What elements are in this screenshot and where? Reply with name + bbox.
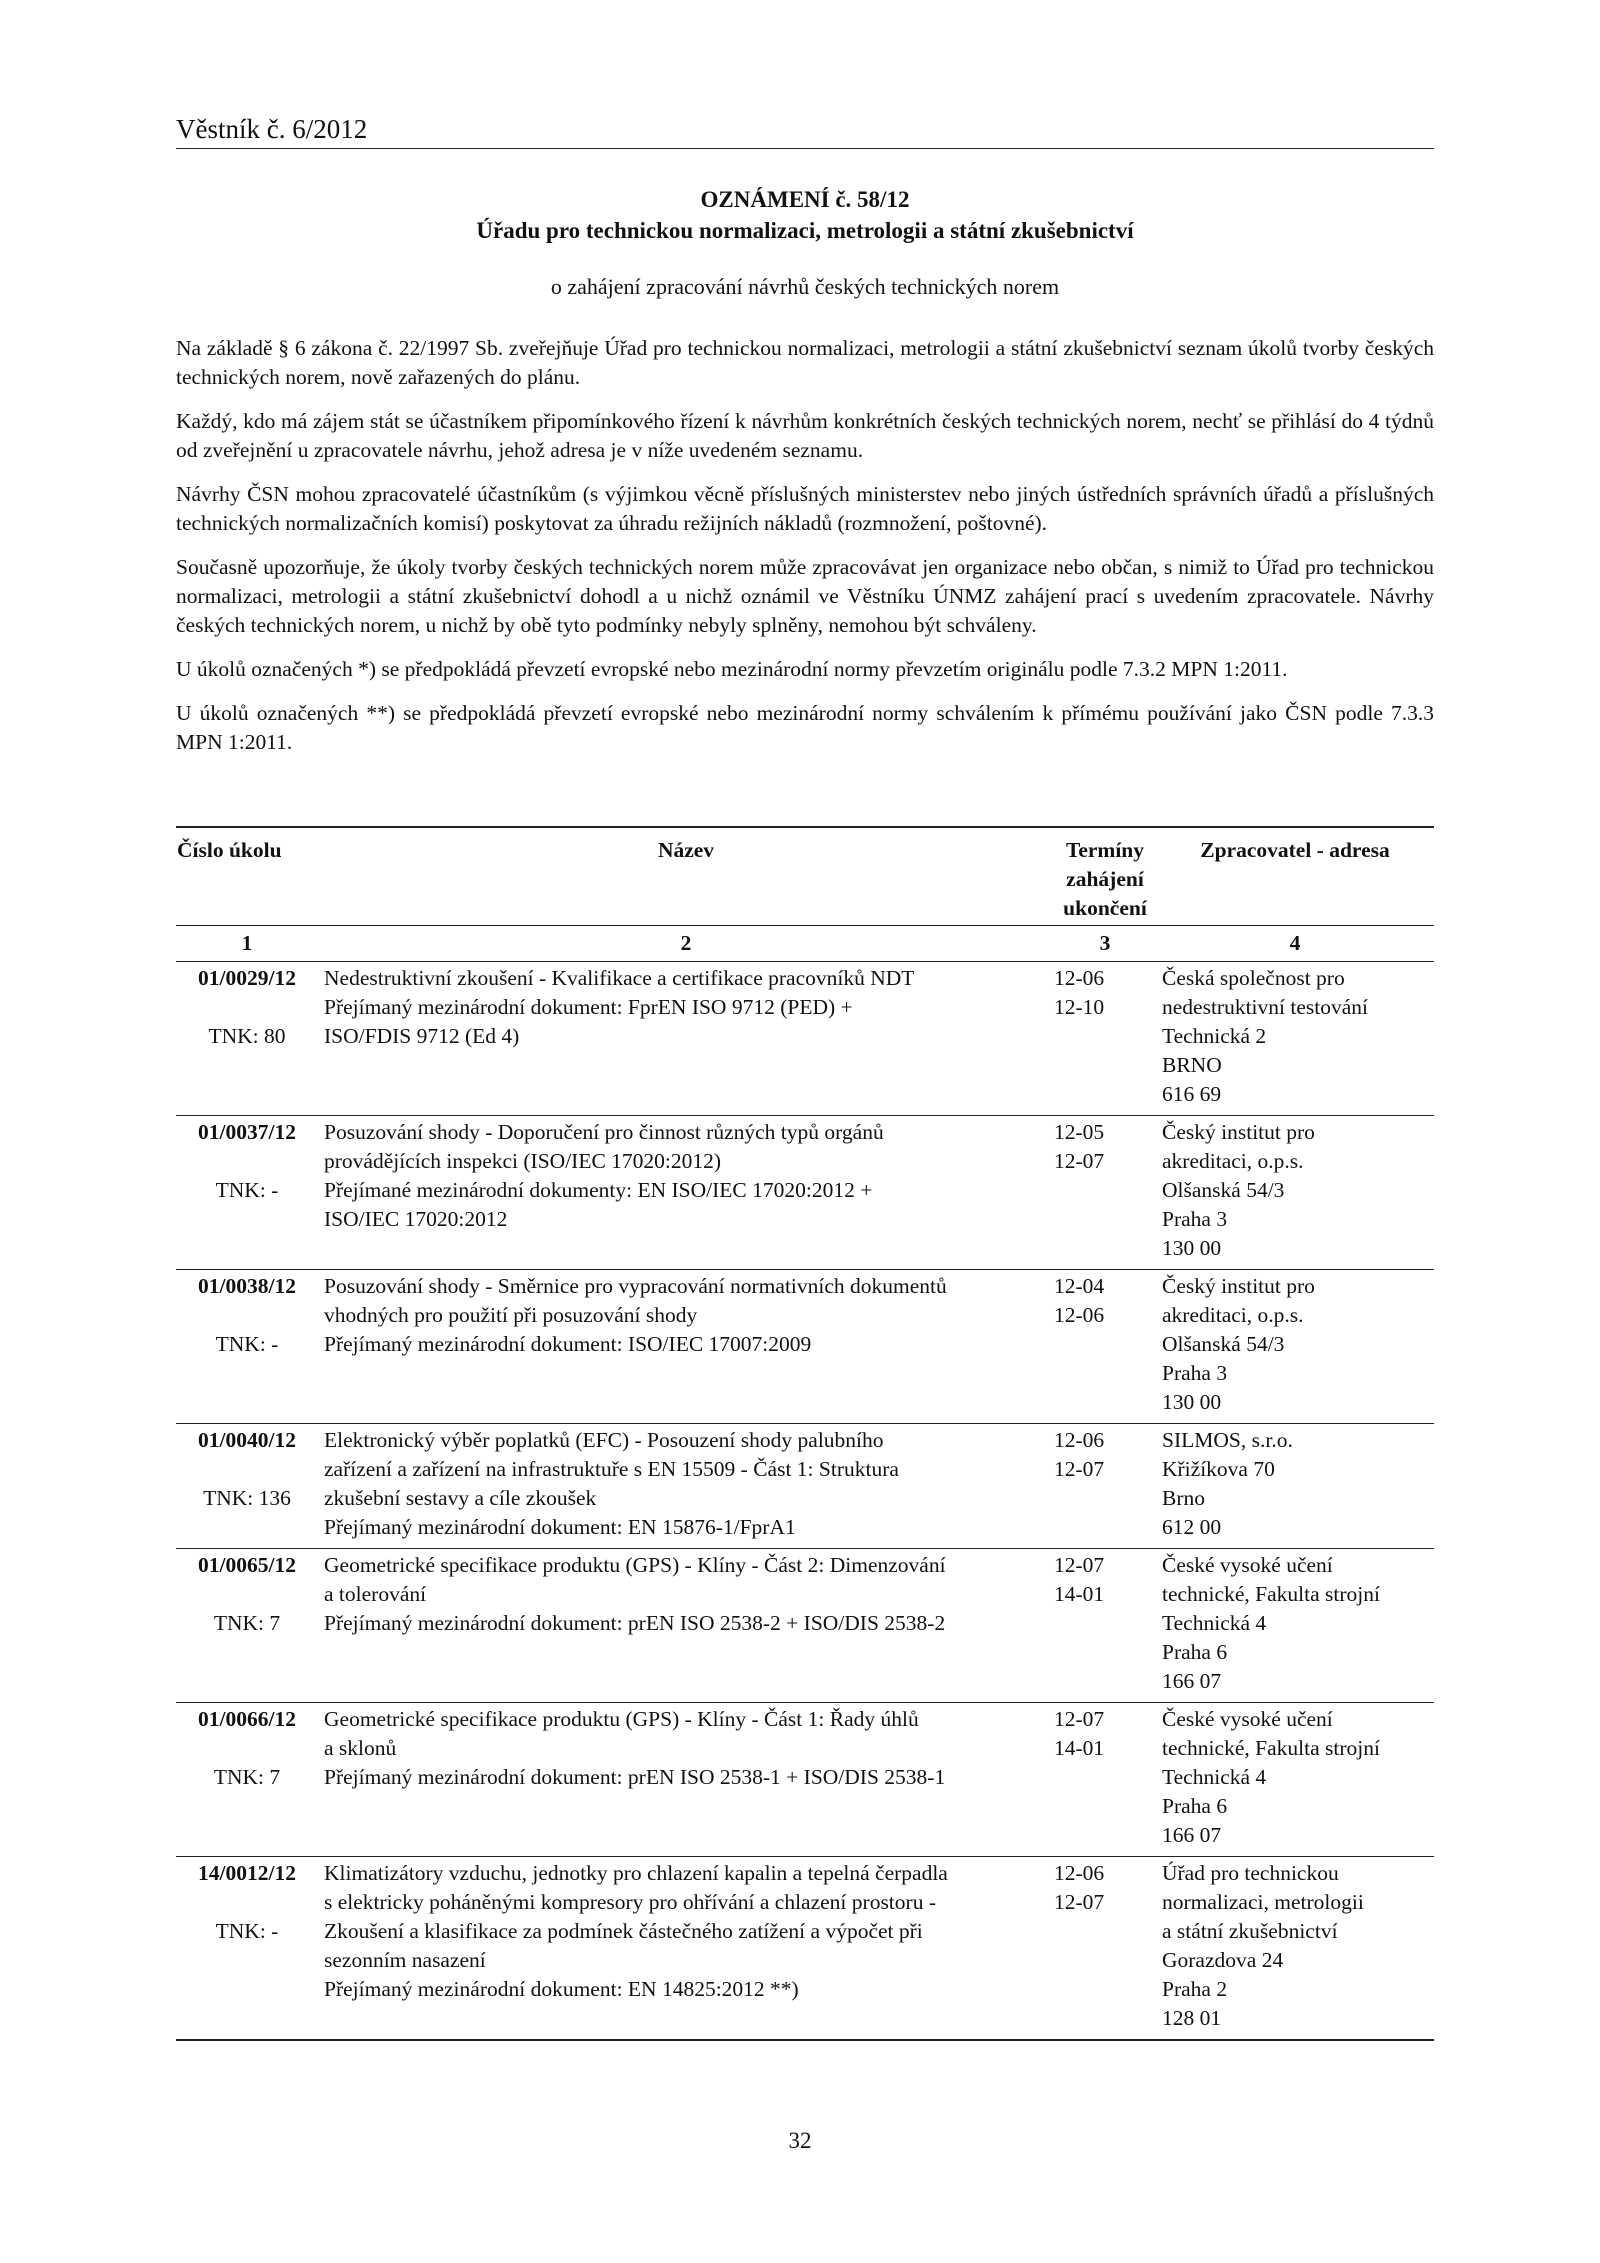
terms-line: 12-06: [1054, 1861, 1105, 1885]
table-row: [176, 1857, 1434, 2041]
col-header-task-number: Číslo úkolu: [176, 827, 318, 926]
terms-header-line: ukončení: [1063, 896, 1147, 920]
tnk-label: TNK: -: [215, 1919, 279, 1943]
task-name-line: Přejímané mezinárodní dokumenty: EN ISO/IEC 17020:2012 +: [324, 1178, 873, 1202]
col-number: 3: [1054, 926, 1156, 962]
body-text: [176, 334, 1434, 772]
task-name-line: a sklonů: [324, 1736, 397, 1760]
task-name-line: Přejímaný mezinárodní dokument: prEN ISO 2538-2 + ISO/DIS 2538-2: [324, 1611, 946, 1635]
task-number: 01/0037/12: [198, 1120, 296, 1144]
tnk-label: TNK: 136: [203, 1486, 291, 1510]
task-name-line: Nedestruktivní zkoušení - Kvalifikace a certifikace pracovníků NDT: [324, 966, 915, 990]
paragraph: Návrhy ČSN mohou zpracovatelé účastníkům (s výjimkou věcně příslušných ministerstev nebo jiných ústředních správních úřadů a příslušných technických normalizačních komisí) poskytovat za úhradu režijních nákladů (rozmnožení, poštovné).: [176, 482, 1434, 535]
task-name-line: Posuzování shody - Směrnice pro vypracování normativních dokumentů: [324, 1274, 947, 1298]
paragraph: U úkolů označených *) se předpokládá převzetí evropské nebo mezinárodní normy převzetím originálu podle 7.3.2 MPN 1:2011.: [176, 657, 1288, 681]
tnk-label: TNK: -: [215, 1178, 279, 1202]
table-row: [176, 1703, 1434, 1857]
table-header-row: [176, 827, 1434, 926]
terms-line: 12-10: [1054, 995, 1105, 1019]
terms-header-line: Termíny: [1065, 838, 1145, 862]
col-number: 1: [176, 926, 318, 962]
col-header-name: Název: [318, 827, 1054, 926]
task-number: 14/0012/12: [198, 1861, 296, 1885]
processor-address-line: Gorazdova 24: [1162, 1948, 1284, 1972]
processor-address-cell: [1156, 962, 1434, 1116]
notice-issuer: Úřadu pro technickou normalizaci, metrologii a státní zkušebnictví: [476, 218, 1134, 243]
processor-address-line: Praha 3: [1162, 1207, 1228, 1231]
task-name-line: s elektricky poháněnými kompresory pro ohřívání a chlazení prostoru -: [324, 1890, 936, 1914]
task-number-cell: [176, 962, 318, 1116]
task-number-cell: [176, 1270, 318, 1424]
processor-address-line: 612 00: [1162, 1515, 1222, 1539]
task-name-cell: [318, 1549, 1054, 1703]
tnk-label: TNK: -: [215, 1332, 279, 1356]
paragraph: Na základě § 6 zákona č. 22/1997 Sb. zveřejňuje Úřad pro technickou normalizaci, metrologii a státní zkušebnictví seznam úkolů tvorby českých technických norem, nově zařazených do plánu.: [176, 336, 1434, 389]
processor-address-cell: [1156, 1116, 1434, 1270]
processor-address-cell: [1156, 1857, 1434, 2041]
task-number-cell: [176, 1116, 318, 1270]
task-number: 01/0029/12: [198, 966, 296, 990]
table-row: [176, 1424, 1434, 1549]
notice-title: [176, 184, 1434, 246]
terms-line: 14-01: [1054, 1582, 1105, 1606]
terms-line: 12-06: [1054, 1428, 1105, 1452]
processor-address-line: Praha 3: [1162, 1361, 1228, 1385]
task-name-cell: [318, 1857, 1054, 2041]
terms-cell: [1054, 1703, 1156, 1857]
task-table: [176, 826, 1434, 2041]
terms-cell: [1054, 1270, 1156, 1424]
task-name-line: Přejímaný mezinárodní dokument: ISO/IEC 17007:2009: [324, 1332, 812, 1356]
processor-address-line: Český institut pro: [1162, 1120, 1315, 1144]
task-name-line: zkušební sestavy a cíle zkoušek: [324, 1486, 597, 1510]
processor-address-line: Technická 4: [1162, 1765, 1267, 1789]
task-name-line: Přejímaný mezinárodní dokument: EN 15876-1/FprA1: [324, 1515, 796, 1539]
processor-address-line: technické, Fakulta strojní: [1162, 1582, 1380, 1606]
terms-header-line: zahájení: [1066, 867, 1144, 891]
task-name-line: Geometrické specifikace produktu (GPS) - Klíny - Část 1: Řady úhlů: [324, 1707, 919, 1731]
col-number: 4: [1156, 926, 1434, 962]
processor-address-line: Česká společnost pro: [1162, 966, 1345, 990]
processor-address-line: SILMOS, s.r.o.: [1162, 1428, 1293, 1452]
processor-address-line: 130 00: [1162, 1390, 1222, 1414]
task-name-line: Posuzování shody - Doporučení pro činnost různých typů orgánů: [324, 1120, 884, 1144]
processor-address-line: 166 07: [1162, 1823, 1222, 1847]
paragraph: Každý, kdo má zájem stát se účastníkem připomínkového řízení k návrhům konkrétních českých technických norem, nechť se přihlásí do 4 týdnů od zveřejnění u zpracovatele návrhu, jehož adresa je v níže uvedeném seznamu.: [176, 409, 1434, 462]
terms-cell: [1054, 962, 1156, 1116]
processor-address-line: nedestruktivní testování: [1162, 995, 1369, 1019]
task-name-line: Zkoušení a klasifikace za podmínek částečného zatížení a výpočet při: [324, 1919, 923, 1943]
table-row: [176, 1549, 1434, 1703]
processor-address-line: Olšanská 54/3: [1162, 1178, 1285, 1202]
terms-line: 12-07: [1054, 1890, 1105, 1914]
terms-line: 12-04: [1054, 1274, 1105, 1298]
processor-address-line: technické, Fakulta strojní: [1162, 1736, 1380, 1760]
task-number: 01/0066/12: [198, 1707, 296, 1731]
processor-address-line: 166 07: [1162, 1669, 1222, 1693]
processor-address-line: Praha 2: [1162, 1977, 1228, 2001]
task-name-cell: [318, 1116, 1054, 1270]
processor-address-line: Technická 4: [1162, 1611, 1267, 1635]
task-name-line: Přejímaný mezinárodní dokument: EN 14825:2012 **): [324, 1977, 799, 2001]
processor-address-line: Praha 6: [1162, 1640, 1228, 1664]
task-number-cell: [176, 1857, 318, 2041]
col-number: 2: [318, 926, 1054, 962]
terms-line: 12-07: [1054, 1149, 1105, 1173]
processor-address-line: akreditaci, o.p.s.: [1162, 1149, 1304, 1173]
task-name-cell: [318, 1424, 1054, 1549]
paragraph: Současně upozorňuje, že úkoly tvorby českých technických norem může zpracovávat jen organizace nebo občan, s nimiž to Úřad pro technickou normalizaci, metrologii a státní zkušebnictví dohodl a u nichž oznámil ve Věstníku ÚNMZ zahájení prací s uvedením zpracovatele. Návrhy českých technických norem, u nichž by obě tyto podmínky nebyly splněny, nemohou být schváleny.: [176, 555, 1434, 637]
processor-address-line: a státní zkušebnictví: [1162, 1919, 1338, 1943]
tnk-label: TNK: 7: [213, 1765, 281, 1789]
table-row: [176, 1116, 1434, 1270]
tnk-label: TNK: 7: [213, 1611, 281, 1635]
processor-address-line: Český institut pro: [1162, 1274, 1315, 1298]
terms-cell: [1054, 1116, 1156, 1270]
task-name-cell: [318, 1703, 1054, 1857]
table-body: [176, 962, 1434, 2041]
task-name-line: Elektronický výběr poplatků (EFC) - Posouzení shody palubního: [324, 1428, 884, 1452]
processor-address-line: akreditaci, o.p.s.: [1162, 1303, 1304, 1327]
terms-line: 12-06: [1054, 966, 1105, 990]
table-number-row: [176, 926, 1434, 962]
table-row: [176, 962, 1434, 1116]
task-name-cell: [318, 1270, 1054, 1424]
terms-line: 12-05: [1054, 1120, 1105, 1144]
notice-number: OZNÁMENÍ č. 58/12: [700, 187, 910, 212]
task-number: 01/0065/12: [198, 1553, 296, 1577]
task-name-line: sezonním nasazení: [324, 1948, 486, 1972]
page-number: 32: [788, 2128, 812, 2153]
processor-address-line: 128 01: [1162, 2006, 1222, 2030]
task-number: 01/0040/12: [198, 1428, 296, 1452]
processor-address-cell: [1156, 1703, 1434, 1857]
processor-address-line: BRNO: [1162, 1053, 1222, 1077]
table-row: [176, 1270, 1434, 1424]
processor-address-line: České vysoké učení: [1162, 1553, 1333, 1577]
task-name-line: Klimatizátory vzduchu, jednotky pro chlazení kapalin a tepelná čerpadla: [324, 1861, 948, 1885]
tnk-label: TNK: 80: [208, 1024, 286, 1048]
col-header-processor: Zpracovatel - adresa: [1156, 827, 1434, 926]
task-number: 01/0038/12: [198, 1274, 296, 1298]
processor-address-cell: [1156, 1270, 1434, 1424]
task-name-line: Přejímaný mezinárodní dokument: prEN ISO 2538-1 + ISO/DIS 2538-1: [324, 1765, 946, 1789]
processor-address-cell: [1156, 1549, 1434, 1703]
header-text: Věstník č. 6/2012: [176, 114, 368, 144]
task-name-line: ISO/FDIS 9712 (Ed 4): [324, 1024, 520, 1048]
processor-address-line: Praha 6: [1162, 1794, 1228, 1818]
task-name-line: Geometrické specifikace produktu (GPS) - Klíny - Část 2: Dimenzování: [324, 1553, 946, 1577]
task-name-line: a tolerování: [324, 1582, 427, 1606]
task-number-cell: [176, 1424, 318, 1549]
processor-address-line: 130 00: [1162, 1236, 1222, 1260]
processor-address-line: 616 69: [1162, 1082, 1222, 1106]
processor-address-line: Technická 2: [1162, 1024, 1267, 1048]
notice-subtitle: o zahájení zpracování návrhů českých technických norem: [550, 274, 1060, 299]
terms-cell: [1054, 1857, 1156, 2041]
task-name-line: vhodných pro použití při posuzování shody: [324, 1303, 698, 1327]
processor-address-cell: [1156, 1424, 1434, 1549]
task-name-line: Přejímaný mezinárodní dokument: FprEN ISO 9712 (PED) +: [324, 995, 853, 1019]
processor-address-line: Úřad pro technickou: [1162, 1861, 1339, 1885]
terms-line: 12-07: [1054, 1707, 1105, 1731]
paragraph: U úkolů označených **) se předpokládá převzetí evropské nebo mezinárodní normy schválením k přímému používání jako ČSN podle 7.3.3 MPN 1:2011.: [176, 701, 1434, 754]
terms-line: 12-07: [1054, 1457, 1105, 1481]
col-header-terms: [1054, 827, 1156, 926]
processor-address-line: Brno: [1162, 1486, 1205, 1510]
task-name-line: ISO/IEC 17020:2012: [324, 1207, 508, 1231]
running-header: [176, 114, 1434, 149]
task-name-cell: [318, 962, 1054, 1116]
terms-cell: [1054, 1424, 1156, 1549]
processor-address-line: České vysoké učení: [1162, 1707, 1333, 1731]
processor-address-line: Křižíkova 70: [1162, 1457, 1275, 1481]
terms-line: 14-01: [1054, 1736, 1105, 1760]
task-number-cell: [176, 1703, 318, 1857]
terms-cell: [1054, 1549, 1156, 1703]
processor-address-line: Olšanská 54/3: [1162, 1332, 1285, 1356]
task-name-line: provádějících inspekci (ISO/IEC 17020:2012): [324, 1149, 722, 1173]
processor-address-line: normalizaci, metrologii: [1162, 1890, 1364, 1914]
terms-line: 12-07: [1054, 1553, 1105, 1577]
task-name-line: zařízení a zařízení na infrastruktuře s EN 15509 - Část 1: Struktura: [324, 1457, 899, 1481]
terms-line: 12-06: [1054, 1303, 1105, 1327]
task-number-cell: [176, 1549, 318, 1703]
